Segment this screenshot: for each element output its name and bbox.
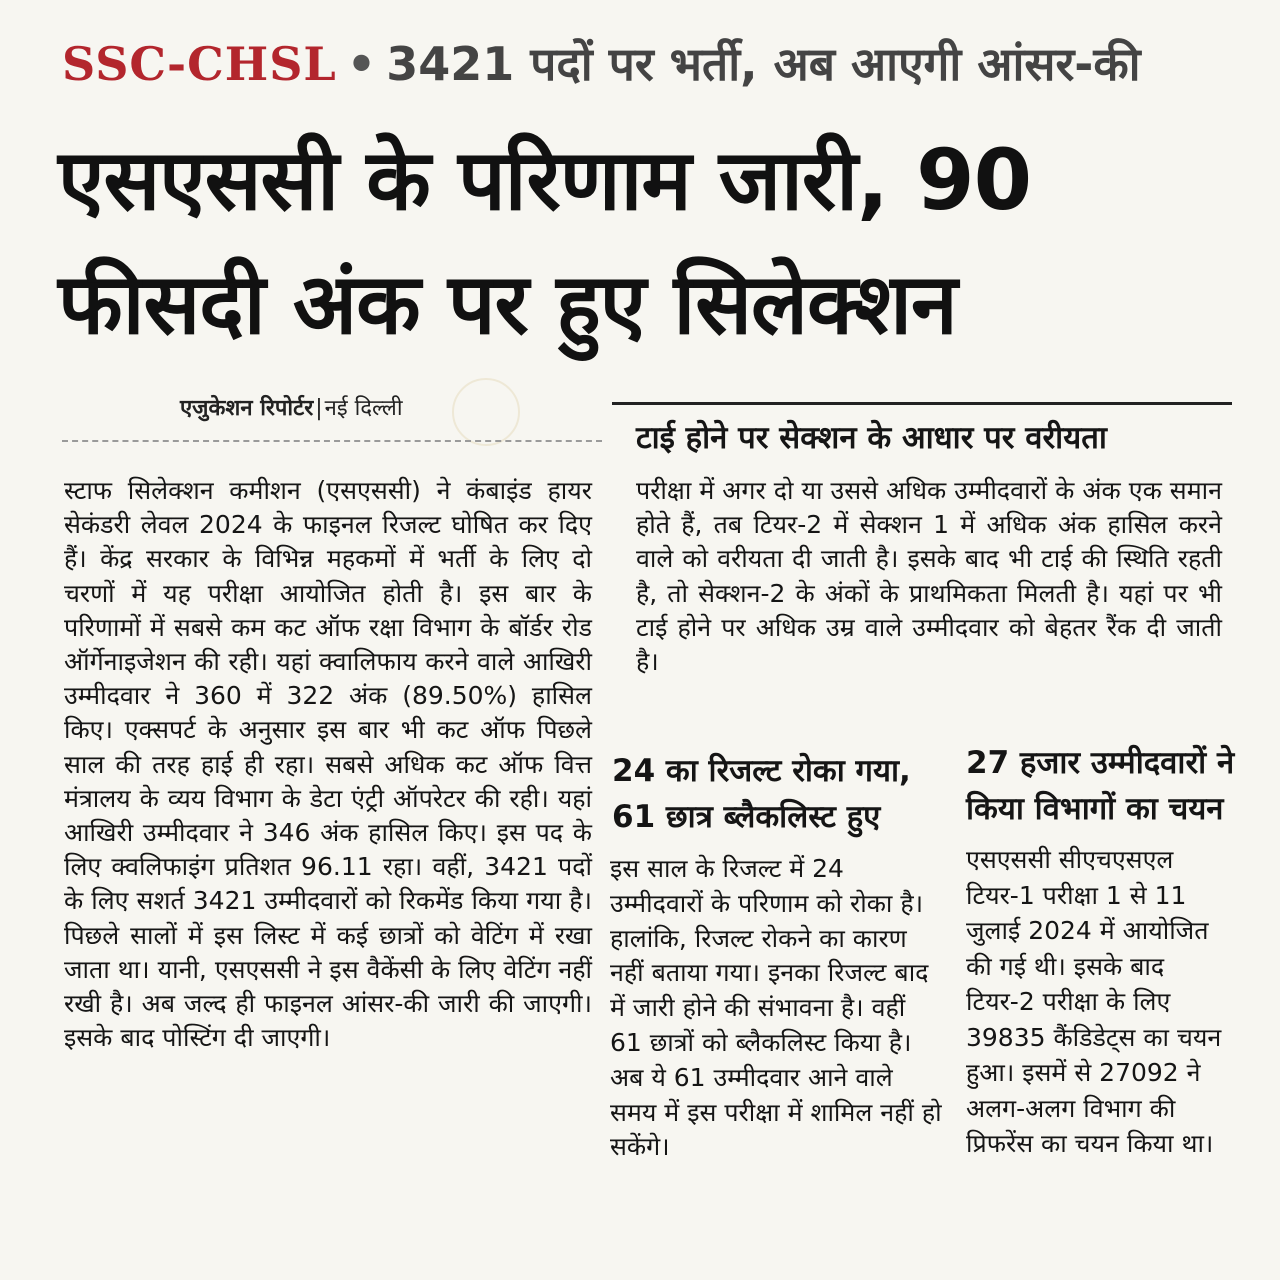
bullet-separator: • (346, 37, 377, 91)
box-top-rule (612, 402, 1232, 405)
main-article-body: स्टाफ सिलेक्शन कमीशन (एसएससी) ने कंबाइंड हायर सेकंडरी लेवल 2024 के फाइनल रिजल्ट घोषित कर दिए हैं। केंद्र सरकार के विभिन्न महकमों में भर्ती के लिए दो चरणों में यह परीक्षा आयोजित होती है। इस बार के परिणामों में सबसे कम कट ऑफ रक्षा विभाग के बॉर्डर रोड ऑर्गेनाइजेशन की रही। यहां क्वालिफाय करने वाले आखिरी उम्मीदवार ने 360 में 322 अंक (89.50%) हासिल किए। एक्सपर्ट के अनुसार इस बार भी कट ऑफ पिछले साल की तरह हाई ही रहा। सबसे अधिक कट ऑफ वित्त मंत्रालय के व्यय विभाग के डेटा एंट्री ऑपरेटर की रही। यहां आखिरी उम्मीदवार ने 346 अंक हासिल किए। इस पद के लिए क्वलिफाइंग प्रतिशत 96.11 रहा। वहीं, 3421 पदों के लिए सशर्त 3421 उम्मीदवारों को रिकमेंड किया गया है। पिछले सालों में इस लिस्ट में कई छात्रों को वेटिंग में रखा जाता था। यानी, एसएससी ने इस वैकेंसी के लिए वेटिंग नहीं रखी है। अब जल्द ही फाइनल आंसर-की जारी की जाएगी। इसके बाद पोस्टिंग दी जाएगी। (64, 476, 592, 1053)
kicker-subtitle: 3421 पदों पर भर्ती, अब आएगी आंसर-की (386, 37, 1141, 91)
emblem-watermark-icon (452, 378, 520, 446)
exam-name-label: SSC-CHSL (62, 37, 337, 91)
kicker-line (62, 28, 1141, 100)
withheld-results-heading: 24 का रिजल्ट रोका गया, 61 छात्र ब्लैकलिस्ट हुए (612, 753, 911, 835)
dateline-city: नई दिल्ली (324, 396, 403, 421)
department-choice-heading: 27 हजार उम्मीदवारों ने किया विभागों का चयन (966, 745, 1235, 827)
withheld-results-body: इस साल के रिजल्ट में 24 उम्मीदवारों के परिणाम को रोका है। हालांकि, रिजल्ट रोकने का कारण नहीं बताया गया। इनका रिजल्ट बाद में जारी होने की संभावना है। वहीं 61 छात्रों को ब्लैकलिस्ट किया है। अब ये 61 उम्मीदवार आने वाले समय में इस परीक्षा में शामिल नहीं हो सकेंगे। (610, 854, 942, 1162)
headline: एसएससी के परिणाम जारी, 90 फीसदी अंक पर हुए सिलेक्शन (58, 131, 1032, 353)
byline-separator: | (315, 396, 323, 421)
byline-divider (62, 440, 602, 442)
byline (180, 392, 403, 422)
reporter-name: एजुकेशन रिपोर्टर (180, 396, 314, 421)
tie-breaker-heading: टाई होने पर सेक्शन के आधार पर वरीयता (636, 420, 1107, 456)
department-choice-body: एसएससी सीएचएसएल टियर-1 परीक्षा 1 से 11 जुलाई 2024 में आयोजित की गई थी। इसके बाद टियर-2 परीक्षा के लिए 39835 कैंडिडेट्स का चयन हुआ। इसमें से 27092 ने अलग-अलग विभाग की प्रिफरेंस का चयन किया था। (966, 845, 1222, 1158)
tie-breaker-body: परीक्षा में अगर दो या उससे अधिक उम्मीदवारों के अंक एक समान होते हैं, तब टियर-2 में सेक्शन 1 में अधिक अंक हासिल करने वाले को वरीयता दी जाती है। इसके बाद भी टाई की स्थिति रहती है, तो सेक्शन-2 के अंकों के प्राथमिकता मिलती है। यहां पर भी टाई होने पर अधिक उम्र वाले उम्मीदवार को बेहतर रैंक दी जाती है। (636, 476, 1222, 677)
